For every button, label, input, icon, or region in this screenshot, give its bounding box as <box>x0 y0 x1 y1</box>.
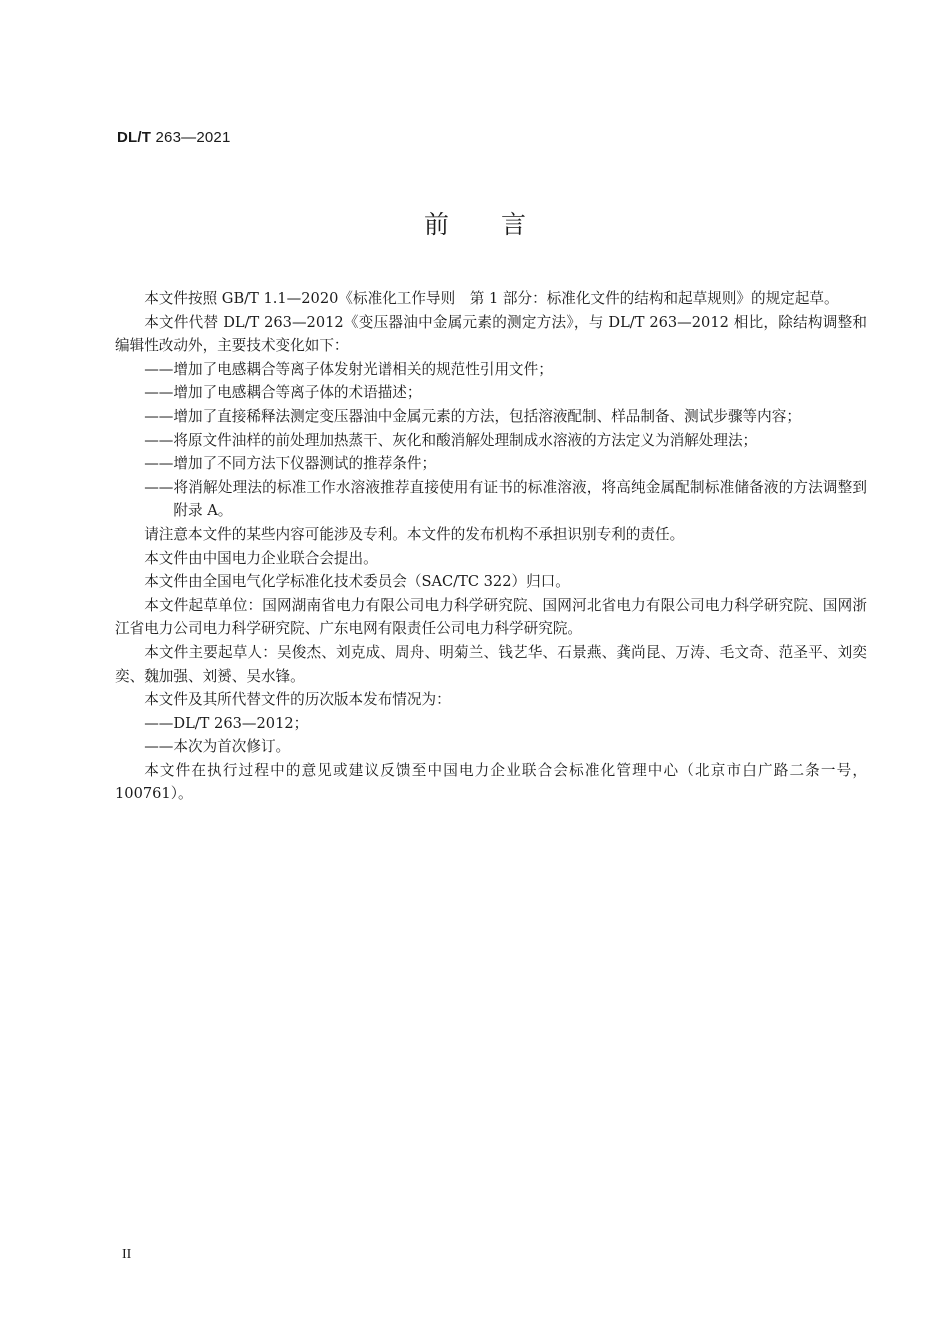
change-item: ——增加了直接稀释法测定变压器油中金属元素的方法，包括溶液配制、样品制备、测试步骤等内容； <box>144 407 801 425</box>
replacement-paragraph: 本文件代替 DL/T 263—2012《变压器油中金属元素的测定方法》，与 DL/T 263—2012 相比，除结构调整和编辑性改动外，主要技术变化如下： <box>115 313 867 355</box>
proposer-statement: 本文件由中国电力企业联合会提出。 <box>144 549 378 567</box>
patent-notice: 请注意本文件的某些内容可能涉及专利。本文件的发布机构不承担识别专利的责任。 <box>144 525 685 543</box>
page-number: II <box>122 1247 132 1262</box>
change-item: ——增加了电感耦合等离子体发射光谱相关的规范性引用文件； <box>144 360 553 378</box>
feedback-statement: 本文件在执行过程中的意见或建议反馈至中国电力企业联合会标准化管理中心（北京市白广路二条一号，100761）。 <box>115 761 867 803</box>
page-title: 前言 <box>423 210 578 239</box>
drafting-rule-paragraph: 本文件按照 GB/T 1.1—2020《标准化工作导则 第 1 部分：标准化文件的结构和起草规则》的规定起草。 <box>144 290 839 307</box>
history-intro: 本文件及其所代替文件的历次版本发布情况为： <box>144 691 451 709</box>
drafters: 本文件主要起草人：吴俊杰、刘克成、周舟、明菊兰、钱艺华、石景燕、龚尚昆、万涛、毛文奇、范圣平、刘奕奕、魏加强、刘赟、吴水锋。 <box>115 643 867 685</box>
standard-prefix: DL/T <box>117 129 152 146</box>
change-item: ——将原文件油样的前处理加热蒸干、灰化和酸消解处理制成水溶液的方法定义为消解处理法； <box>144 431 758 449</box>
standard-code <box>117 128 231 148</box>
foreword-body <box>115 287 867 806</box>
history-item: ——DL/T 263—2012； <box>144 714 309 732</box>
change-item: ——将消解处理法的标准工作水溶液推荐直接使用有证书的标准溶液，将高纯金属配制标准储备液的方法调整到附录 A。 <box>144 478 867 520</box>
change-item: ——增加了电感耦合等离子体的术语描述； <box>144 384 422 402</box>
change-item: ——增加了不同方法下仪器测试的推荐条件； <box>144 455 437 473</box>
history-item: ——本次为首次修订。 <box>144 738 291 756</box>
drafting-units: 本文件起草单位：国网湖南省电力有限公司电力科学研究院、国网河北省电力有限公司电力科学研究院、国网浙江省电力公司电力科学研究院、广东电网有限责任公司电力科学研究院。 <box>115 596 867 638</box>
standard-number: 263—2021 <box>155 129 231 146</box>
committee-statement: 本文件由全国电气化学标准化技术委员会（SAC/TC 322）归口。 <box>144 573 570 591</box>
